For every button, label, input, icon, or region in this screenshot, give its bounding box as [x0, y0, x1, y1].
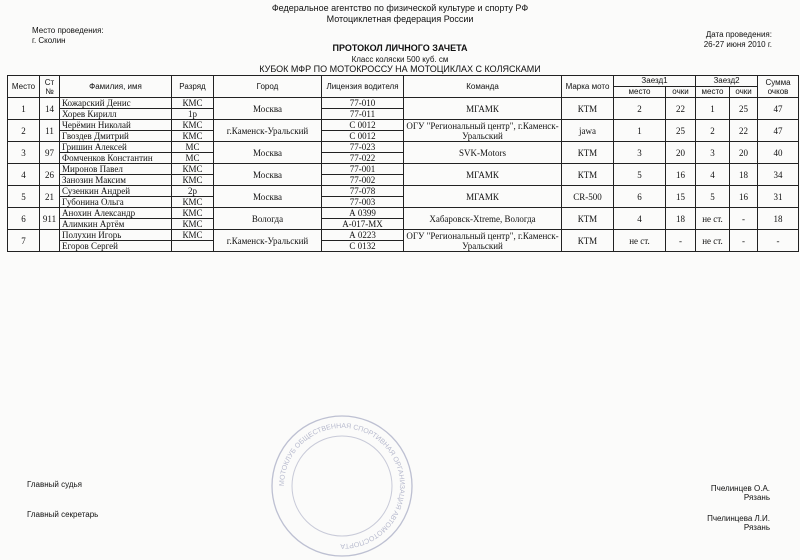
passenger-name-cell: Фомченков Константин: [60, 153, 172, 164]
col-start-no: Ст №: [40, 76, 60, 98]
col-place: Место: [8, 76, 40, 98]
race1-pts-cell: 15: [666, 186, 696, 208]
sum-cell: 31: [758, 186, 799, 208]
city-cell: Москва: [214, 98, 322, 120]
city-cell: г.Каменск-Уральский: [214, 120, 322, 142]
col-sum: Сумма очков: [758, 76, 799, 98]
table-row: [8, 120, 799, 131]
passenger-name-cell: Гвоздев Дмитрий: [60, 131, 172, 142]
race1-pts-cell: 16: [666, 164, 696, 186]
license-cell: С 0012: [322, 120, 404, 131]
venue-label: Место проведения:: [32, 26, 104, 35]
team-cell: МГАМК: [404, 98, 562, 120]
team-cell: SVK-Motors: [404, 142, 562, 164]
start-no-cell: 911: [40, 208, 60, 230]
team-cell: Хабаровск-Xtreme, Вологда: [404, 208, 562, 230]
table-row: [8, 98, 799, 109]
rank-cell: МС: [172, 153, 214, 164]
start-no-cell: 97: [40, 142, 60, 164]
race2-pos-cell: не ст.: [696, 230, 730, 252]
moto-cell: КТМ: [562, 164, 614, 186]
race1-pts-cell: -: [666, 230, 696, 252]
col-name: Фамилия, имя: [60, 76, 172, 98]
table-row: [8, 164, 799, 175]
rank-cell: 1р: [172, 109, 214, 120]
city-cell: г.Каменск-Уральский: [214, 230, 322, 252]
col-race1-pos: место: [614, 87, 666, 98]
place-cell: 5: [8, 186, 40, 208]
place-cell: 7: [8, 230, 40, 252]
moto-cell: КТМ: [562, 98, 614, 120]
results-table: [7, 75, 799, 252]
race2-pts-cell: 22: [730, 120, 758, 142]
race1-pos-cell: 1: [614, 120, 666, 142]
moto-cell: КТМ: [562, 208, 614, 230]
judge-label: Главный судья: [27, 480, 83, 489]
license-cell: 77-002: [322, 175, 404, 186]
judge-signature: [711, 484, 770, 502]
license-cell: А 0223: [322, 230, 404, 241]
start-no-cell: 21: [40, 186, 60, 208]
license-cell: 77-011: [322, 109, 404, 120]
cup-line: КУБОК МФР ПО МОТОКРОССУ НА МОТОЦИКЛАХ С КОЛЯСКАМИ: [259, 64, 541, 74]
federation-title: Мотоциклетная федерация России: [326, 14, 474, 24]
city-cell: Москва: [214, 164, 322, 186]
judge-name: Пчелинцев О.А.: [710, 484, 770, 493]
table-row: [8, 142, 799, 153]
sum-cell: 47: [758, 98, 799, 120]
official-stamp: [268, 412, 416, 560]
race2-pos-cell: 3: [696, 142, 730, 164]
start-no-cell: 14: [40, 98, 60, 120]
city-cell: Москва: [214, 142, 322, 164]
secretary-name: Пчелинцева Л.И.: [707, 514, 770, 523]
race2-pts-cell: 25: [730, 98, 758, 120]
col-city: Город: [214, 76, 322, 98]
col-rank: Разряд: [172, 76, 214, 98]
rank-cell: КМС: [172, 230, 214, 241]
protocol-title: ПРОТОКОЛ ЛИЧНОГО ЗАЧЕТА: [332, 43, 468, 53]
race1-pos-cell: 4: [614, 208, 666, 230]
sum-cell: 34: [758, 164, 799, 186]
race1-pos-cell: 6: [614, 186, 666, 208]
place-cell: 3: [8, 142, 40, 164]
passenger-name-cell: Губонина Ольга: [60, 197, 172, 208]
moto-cell: CR-500: [562, 186, 614, 208]
race2-pts-cell: 18: [730, 164, 758, 186]
race1-pos-cell: не ст.: [614, 230, 666, 252]
race1-pts-cell: 22: [666, 98, 696, 120]
svg-text:МОТОКЛУБ ОБЩЕСТВЕННАЯ СПОРТИВН: [279, 423, 405, 549]
start-no-cell: [40, 230, 60, 252]
rank-cell: КМС: [172, 175, 214, 186]
col-race1: Заезд1: [614, 76, 696, 87]
date-label: Дата проведения:: [705, 30, 772, 39]
place-cell: 1: [8, 98, 40, 120]
rank-cell: КМС: [172, 208, 214, 219]
license-cell: 77-001: [322, 164, 404, 175]
passenger-name-cell: Хорев Кирилл: [60, 109, 172, 120]
sum-cell: 40: [758, 142, 799, 164]
license-cell: С 0132: [322, 241, 404, 252]
license-cell: А 0399: [322, 208, 404, 219]
driver-name-cell: Черёмин Николай: [60, 120, 172, 131]
moto-cell: КТМ: [562, 230, 614, 252]
race1-pts-cell: 20: [666, 142, 696, 164]
license-cell: С 0012: [322, 131, 404, 142]
col-race2: Заезд2: [696, 76, 758, 87]
col-race2-pos: место: [696, 87, 730, 98]
rank-cell: КМС: [172, 197, 214, 208]
start-no-cell: 11: [40, 120, 60, 142]
team-cell: МГАМК: [404, 186, 562, 208]
license-cell: 77-078: [322, 186, 404, 197]
license-cell: 77-010: [322, 98, 404, 109]
driver-name-cell: Кожарский Денис: [60, 98, 172, 109]
driver-name-cell: Анохин Александр: [60, 208, 172, 219]
table-row: [8, 186, 799, 197]
rank-cell: [172, 241, 214, 252]
sum-cell: 47: [758, 120, 799, 142]
race2-pos-cell: 2: [696, 120, 730, 142]
table-row: [8, 230, 799, 241]
license-cell: 77-023: [322, 142, 404, 153]
moto-cell: jawa: [562, 120, 614, 142]
race2-pts-cell: -: [730, 230, 758, 252]
secretary-city: Рязань: [743, 523, 770, 532]
col-race1-pts: очки: [666, 87, 696, 98]
place-cell: 6: [8, 208, 40, 230]
race1-pts-cell: 18: [666, 208, 696, 230]
passenger-name-cell: Алимкин Артём: [60, 219, 172, 230]
col-race2-pts: очки: [730, 87, 758, 98]
team-cell: ОГУ "Региональный центр", г.Каменск-Уральский: [404, 120, 562, 142]
driver-name-cell: Миронов Павел: [60, 164, 172, 175]
driver-name-cell: Гришин Алексей: [60, 142, 172, 153]
rank-cell: КМС: [172, 98, 214, 109]
rank-cell: КМС: [172, 219, 214, 230]
race2-pos-cell: не ст.: [696, 208, 730, 230]
race2-pos-cell: 4: [696, 164, 730, 186]
race2-pts-cell: -: [730, 208, 758, 230]
license-cell: А-017-МХ: [322, 219, 404, 230]
rank-cell: МС: [172, 142, 214, 153]
city-cell: Москва: [214, 186, 322, 208]
agency-title: Федеральное агентство по физической культуре и спорту РФ: [271, 3, 529, 13]
race1-pos-cell: 3: [614, 142, 666, 164]
race2-pos-cell: 1: [696, 98, 730, 120]
race1-pts-cell: 25: [666, 120, 696, 142]
license-cell: 77-003: [322, 197, 404, 208]
race1-pos-cell: 2: [614, 98, 666, 120]
table-row: [8, 208, 799, 219]
city-cell: Вологда: [214, 208, 322, 230]
venue-value: г. Сколин: [32, 36, 66, 45]
race2-pts-cell: 16: [730, 186, 758, 208]
driver-name-cell: Полухин Игорь: [60, 230, 172, 241]
secretary-signature: [707, 514, 770, 532]
start-no-cell: 26: [40, 164, 60, 186]
race1-pos-cell: 5: [614, 164, 666, 186]
team-cell: МГАМК: [404, 164, 562, 186]
place-cell: 2: [8, 120, 40, 142]
rank-cell: 2р: [172, 186, 214, 197]
race2-pos-cell: 5: [696, 186, 730, 208]
rank-cell: КМС: [172, 131, 214, 142]
sum-cell: -: [758, 230, 799, 252]
passenger-name-cell: Егоров Сергей: [60, 241, 172, 252]
judge-city: Рязань: [743, 493, 770, 502]
col-team: Команда: [404, 76, 562, 98]
col-license: Лицензия водителя: [322, 76, 404, 98]
col-moto: Марка мото: [562, 76, 614, 98]
driver-name-cell: Сузенкин Андрей: [60, 186, 172, 197]
date-value: 26-27 июня 2010 г.: [703, 40, 772, 49]
license-cell: 77-022: [322, 153, 404, 164]
race2-pts-cell: 20: [730, 142, 758, 164]
rank-cell: КМС: [172, 164, 214, 175]
class-line: Класс коляски 500 куб. см: [351, 55, 449, 64]
place-cell: 4: [8, 164, 40, 186]
moto-cell: КТМ: [562, 142, 614, 164]
sum-cell: 18: [758, 208, 799, 230]
secretary-label: Главный секретарь: [27, 510, 99, 519]
stamp-text: МОТОКЛУБ ОБЩЕСТВЕННАЯ СПОРТИВНАЯ ОРГАНИЗАЦИЯ АВТОМОТОСПОРТА: [278, 422, 406, 550]
team-cell: ОГУ "Региональный центр", г.Каменск-Уральский: [404, 230, 562, 252]
rank-cell: КМС: [172, 120, 214, 131]
passenger-name-cell: Занозин Максим: [60, 175, 172, 186]
